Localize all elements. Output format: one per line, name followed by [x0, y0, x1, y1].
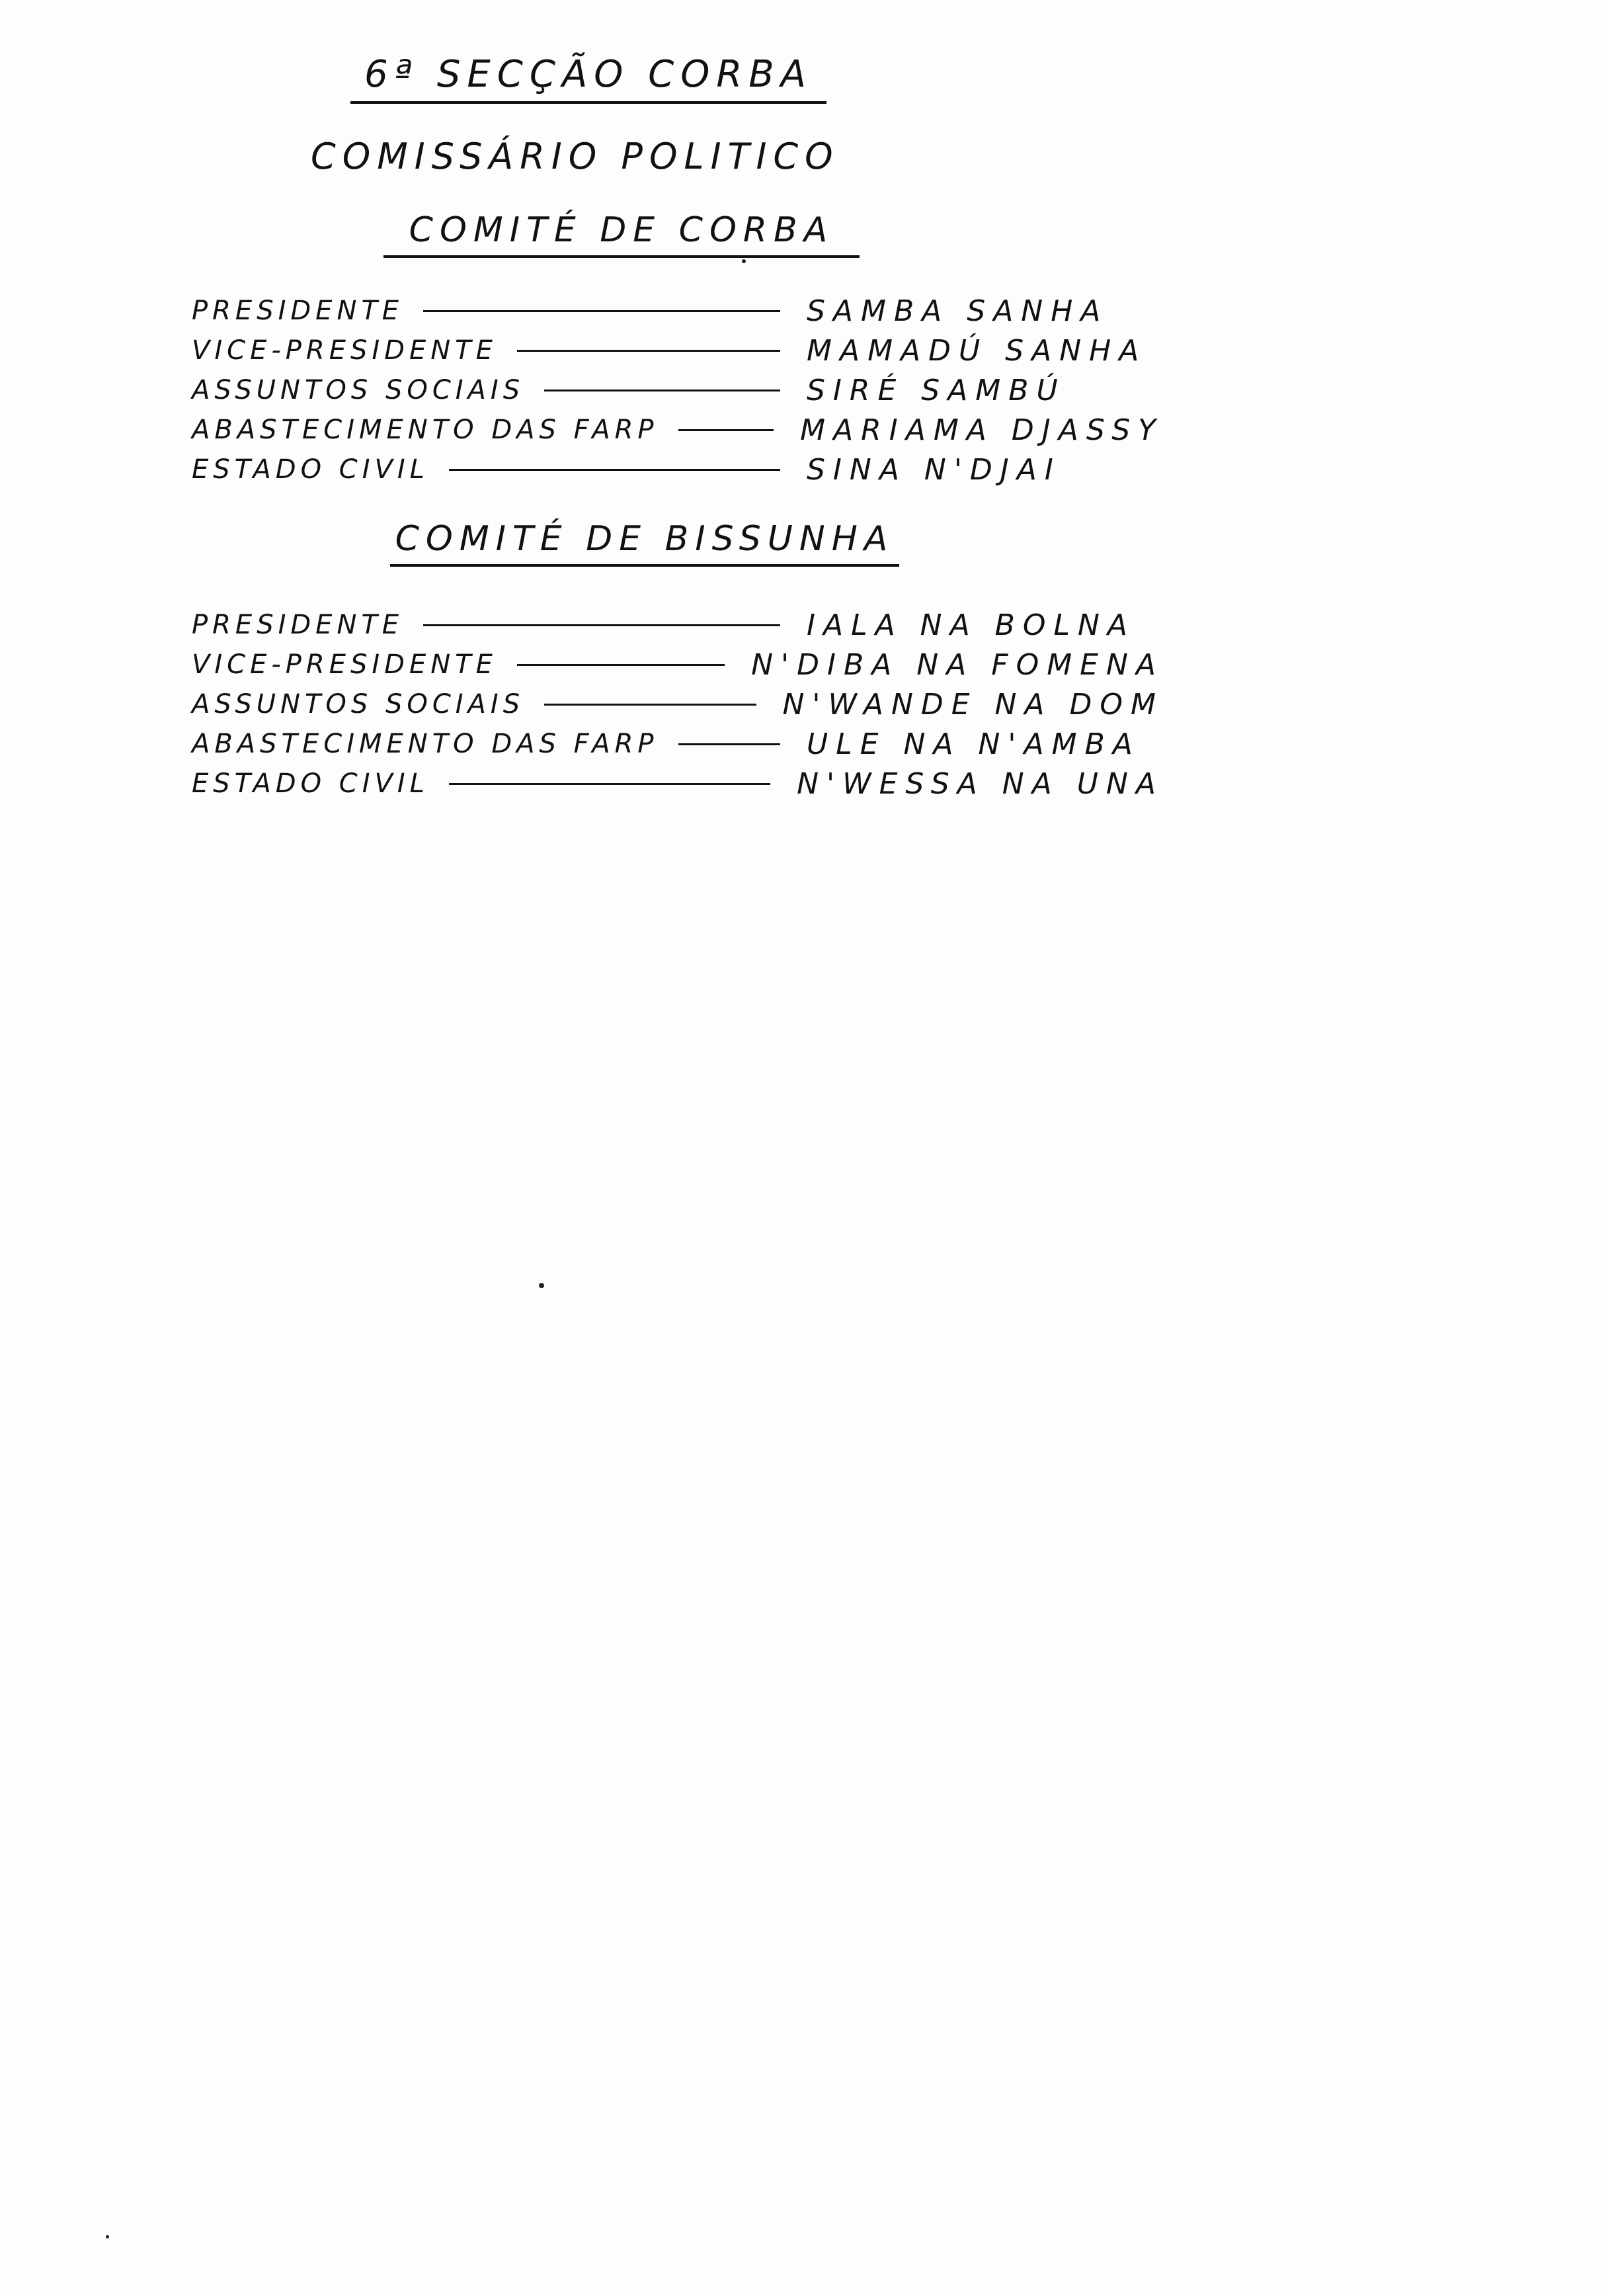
member-name: SAMBA SANHA: [807, 294, 1109, 328]
committee-title-bissunha: COMITÉ DE BISSUNHA: [390, 519, 899, 567]
section-title: 6ª SECÇÃO CORBA: [350, 53, 826, 104]
role-label: VICE-PRESIDENTE: [192, 649, 497, 680]
role-label: PRESIDENTE: [192, 296, 404, 326]
roster-bissunha: [192, 605, 1164, 803]
member-name: SINA N'DJAI: [807, 452, 1061, 487]
leader-line: [517, 350, 780, 352]
member-name: MARIAMA DJASSY: [800, 413, 1164, 447]
roster-corba: [192, 291, 1164, 489]
roster-row: [192, 331, 1164, 370]
leader-line: [678, 743, 780, 745]
role-label: ESTADO CIVIL: [192, 454, 429, 485]
leader-line: [449, 469, 780, 471]
role-label: PRESIDENTE: [192, 610, 404, 640]
member-name: N'WESSA NA UNA: [797, 766, 1164, 801]
role-label: ABASTECIMENTO DAS FARP: [192, 415, 659, 445]
role-label: ASSUNTOS SOCIAIS: [192, 689, 525, 719]
leader-line: [517, 664, 725, 666]
member-name: IALA NA BOLNA: [807, 608, 1136, 642]
commissioner-heading: COMISSÁRIO POLITICO: [311, 136, 840, 177]
scan-speck: [539, 1283, 544, 1288]
roster-row: [192, 450, 1164, 489]
role-label: ABASTECIMENTO DAS FARP: [192, 729, 659, 759]
member-name: N'DIBA NA FOMENA: [751, 647, 1164, 682]
leader-line: [544, 390, 780, 391]
roster-row: [192, 764, 1164, 803]
roster-row: [192, 724, 1164, 764]
role-label: VICE-PRESIDENTE: [192, 335, 497, 366]
roster-row: [192, 410, 1164, 450]
leader-line: [423, 310, 780, 312]
leader-line: [678, 429, 774, 431]
scan-speck: [106, 2235, 109, 2238]
leader-line: [544, 704, 756, 706]
roster-row: [192, 645, 1164, 684]
roster-row: [192, 684, 1164, 724]
role-label: ESTADO CIVIL: [192, 768, 429, 799]
member-name: SIRÉ SAMBÚ: [807, 373, 1066, 407]
committee-title-corba: COMITÉ DE CORBA: [383, 210, 860, 258]
member-name: N'WANDE NA DOM: [782, 687, 1164, 721]
roster-row: [192, 370, 1164, 410]
member-name: ULE NA N'AMBA: [807, 727, 1141, 761]
scan-speck: [742, 259, 746, 263]
roster-row: [192, 291, 1164, 331]
leader-line: [423, 624, 780, 626]
role-label: ASSUNTOS SOCIAIS: [192, 375, 525, 405]
leader-line: [449, 783, 770, 785]
roster-row: [192, 605, 1164, 645]
member-name: MAMADÚ SANHA: [807, 333, 1147, 368]
